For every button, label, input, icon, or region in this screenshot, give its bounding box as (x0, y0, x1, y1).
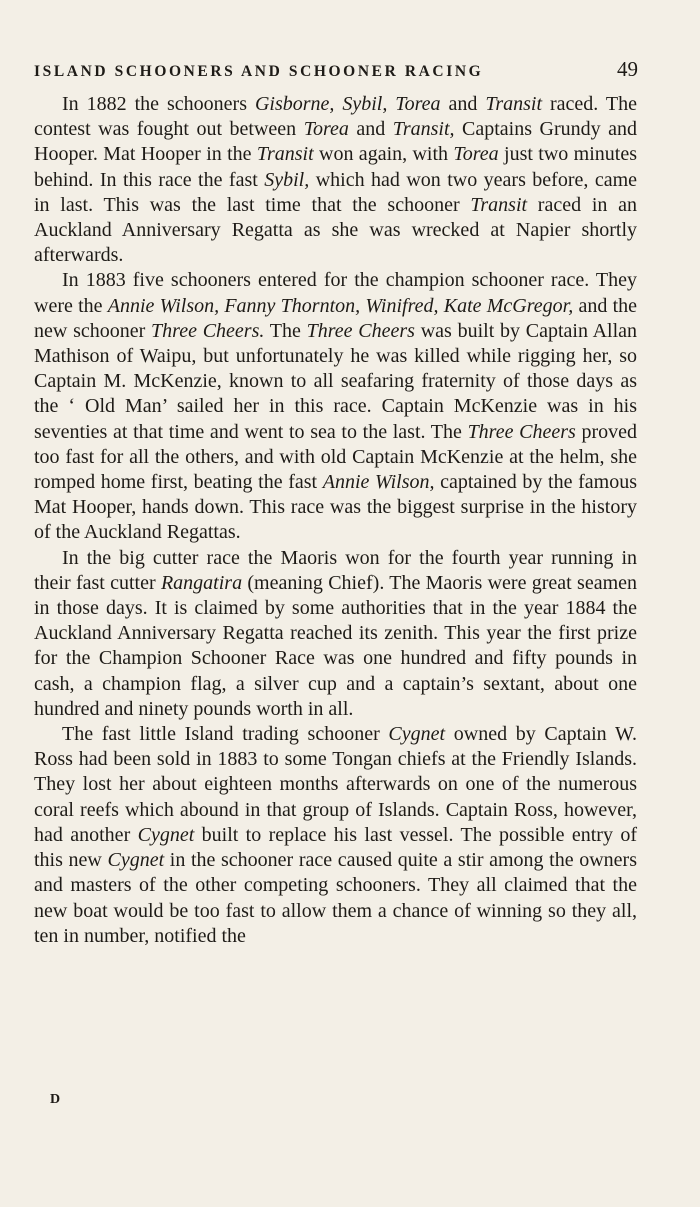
text-run: raced in an Auckland Anniversary Regatta as she was wrecked at Napier shortly afterwards. (34, 193, 637, 267)
italic-run: Cygnet (388, 723, 446, 746)
paragraph-2 (34, 268, 637, 545)
paragraph-1 (34, 92, 637, 268)
italic-run: Transit (485, 93, 543, 115)
italic-run: Three Cheers (467, 420, 576, 443)
paragraph-3 (34, 546, 637, 722)
italic-run: Annie Wilson, Fanny Thornton, Winifred, Kate McGregor, (107, 294, 574, 317)
italic-run: Three Cheers (306, 319, 415, 342)
text-run: and (348, 118, 393, 141)
italic-run: Cygnet (137, 823, 195, 846)
italic-run: Rangatira (160, 571, 243, 594)
text-run: The (264, 319, 307, 342)
italic-run: Sybil, (264, 168, 310, 191)
page-number: 49 (617, 57, 638, 81)
italic-run: Cygnet (107, 849, 165, 872)
italic-run: Torea (453, 143, 499, 166)
italic-run: Torea (303, 118, 349, 141)
text-run: (meaning Chief). The Maoris were great seamen in those days. It is claimed by some authorities that in the year 1884 the Auckland Anniversary Regatta reached its zenith. This year the first prize for the Champion Schooner Race was one hundred and fifty pounds in cash, a champion flag, a silver cup and a captain’s sextant, about one hundred and ninety pounds worth in all. (34, 571, 638, 720)
text-run: Captains Grundy and Hooper. Mat Hooper in the (34, 118, 637, 166)
text-run: proved too fast for all the others, and with old Captain McKenzie at the helm, she romped home first, beating the fast (34, 420, 638, 494)
italic-run: Transit (256, 143, 314, 166)
text-run: built to replace his last vessel. The possible entry of this new (34, 823, 637, 872)
text-run: just two minutes behind. In this race the fast (34, 143, 637, 191)
paragraph-4 (34, 722, 637, 949)
text-run: owned by Captain W. Ross had been sold in 1883 to some Tongan chiefs at the Friendly Islands. They lost her about eighteen months afterwards on one of the numerous coral reefs which abound in that group of Islands. Captain Ross, however, had another (34, 723, 637, 846)
text-run: raced. The contest was fought out between (34, 93, 637, 141)
text-run: captained by the famous Mat Hooper, hands down. This race was the biggest surprise in the history of the Auckland Regattas. (34, 471, 638, 544)
text-run: won again, with (313, 143, 454, 166)
italic-run: Annie Wilson, (322, 471, 435, 494)
text-run: In 1882 the schooners (62, 93, 255, 115)
text-run: In the big cutter race the Maoris won for the fourth year running in their fast cutter (34, 546, 637, 594)
text-run: In 1883 five schooners entered for the champion schooner race. They were the (34, 269, 637, 317)
body-text (34, 92, 637, 949)
italic-run: Three Cheers. (151, 319, 265, 342)
italic-run: Transit (470, 193, 528, 216)
text-run: was built by Captain Allan Mathison of Waipu, but unfortunately he was killed while rigging her, so Captain M. McKenzie, known to all seafaring fraternity of those days as the ‘ Old Man’ sailed her in this race. Captain McKenzie was in his seventies at that time and went to sea to the last. The (34, 319, 638, 443)
signature-mark: D (50, 1092, 61, 1107)
text-run: which had won two years before, came in last. This was the last time that the schooner (34, 168, 638, 216)
running-head: ISLAND SCHOONERS AND SCHOONER RACING (34, 63, 484, 80)
page-header (34, 57, 638, 82)
text-run: and (440, 93, 486, 115)
text-run: The fast little Island trading schooner (62, 723, 389, 746)
italic-run: Gisborne, Sybil, Torea (254, 93, 441, 115)
italic-run: Transit, (392, 118, 455, 141)
text-run: in the schooner race caused quite a stir among the owners and masters of the other competing schooners. They all claimed that the new boat would be too fast to allow them a chance of winning so they all, ten in number, notified the (34, 849, 638, 947)
text-run: and the new schooner (34, 294, 637, 342)
